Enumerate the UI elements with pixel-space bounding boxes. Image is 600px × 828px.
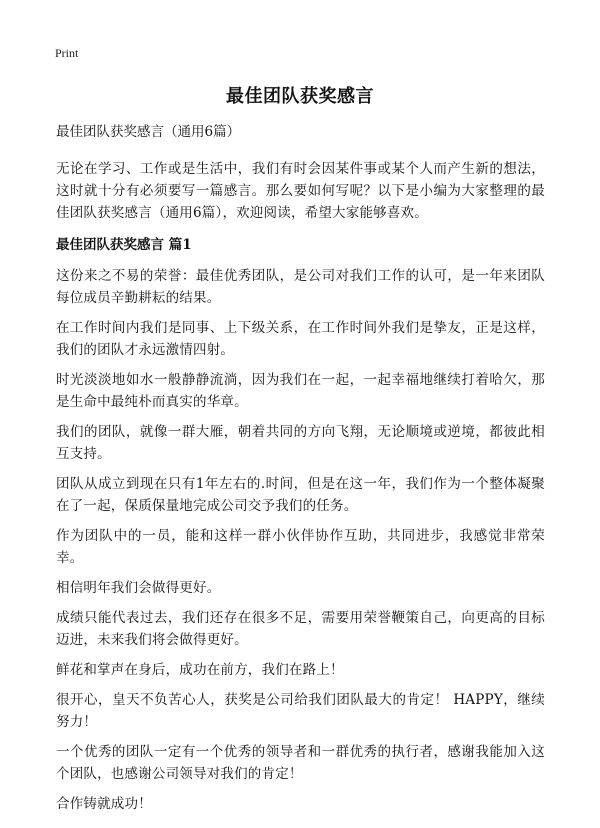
page-title: 最佳团队获奖感言 [226,86,374,107]
paragraph: 鲜花和掌声在身后，成功在前方，我们在路上！ [56,662,344,678]
intro-paragraph: 无论在学习、工作或是生活中，我们有时会因某件事或某个人而产生新的想法，这时就十分有必须要写一篇感言。那么要如何写呢？以下是小编为大家整理的最佳团队获奖感言（通用6篇），欢迎阅读，希望大家能够喜欢。 [56,161,545,221]
print-link[interactable]: Print [55,46,79,60]
paragraph: 作为团队中的一员，能和这样一群小伙伴协作互助，共同进步，我感觉非常荣幸。 [56,528,545,566]
section-heading: 最佳团队获奖感言 篇1 [56,237,192,253]
paragraph: 我们的团队，就像一群大雁，朝着共同的方向飞翔，无论顺境或逆境，都彼此相互支持。 [56,424,545,462]
paragraph: 合作铸就成功！ [56,796,152,812]
paragraph: 相信明年我们会做得更好。 [56,580,221,596]
article-subtitle: 最佳团队获奖感言（通用6篇） [56,124,241,140]
paragraph: 在工作时间内我们是同事、上下级关系，在工作时间外我们是挚友，正是这样，我们的团队才永远激情四射。 [56,320,545,358]
paragraph: 团队从成立到现在只有1年左右的.时间，但是在这一年，我们作为一个整体凝聚在了一起，保质保量地完成公司交予我们的任务。 [56,476,545,514]
paragraph: 一个优秀的团队一定有一个优秀的领导者和一群优秀的执行者，感谢我能加入这个团队，也感谢公司领导对我们的肯定！ [56,744,545,782]
paragraph: 这份来之不易的荣誉：最佳优秀团队，是公司对我们工作的认可，是一年来团队每位成员辛勤耕耘的结果。 [56,268,545,306]
article-body [56,121,545,823]
paragraph: 成绩只能代表过去，我们还存在很多不足，需要用荣誉鞭策自己，向更高的目标迈进，未来我们将会做得更好。 [56,610,545,648]
paragraph: 很开心，皇天不负苦心人，获奖是公司给我们团队最大的肯定！ HAPPY，继续努力！ [56,692,545,730]
paragraph: 时光淡淡地如水一般静静流淌，因为我们在一起，一起幸福地继续打着哈欠，那是生命中最纯朴而真实的华章。 [56,372,545,410]
